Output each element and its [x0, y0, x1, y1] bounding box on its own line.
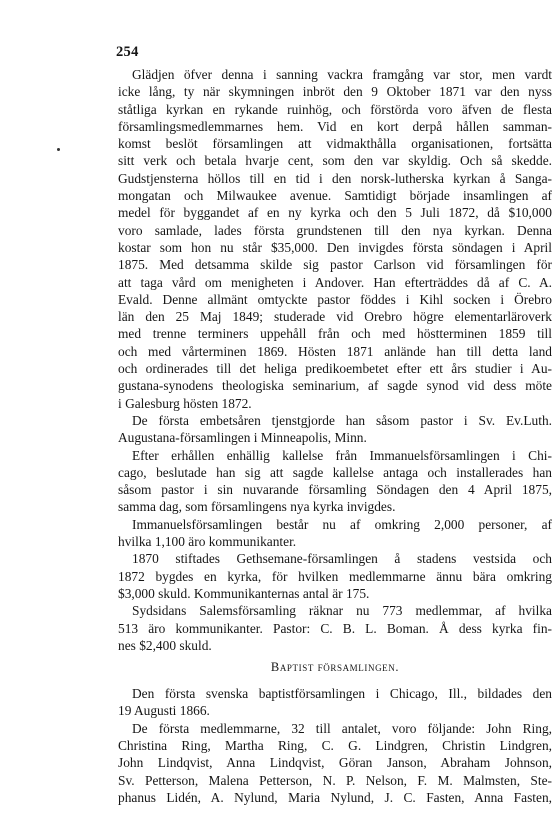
- text-part-two: [118, 685, 552, 806]
- text-part-one: [118, 66, 552, 654]
- text-line: 513 äro kommunikanter. Pastor: C. B. L. Boman. Å dess kyrka fin-: [118, 620, 552, 636]
- text-line: nes $2,400 skuld.: [118, 637, 212, 653]
- body-text: [118, 66, 552, 806]
- margin-mark: [57, 148, 60, 151]
- text-line: $3,000 skuld. Kommunikanternas antal är 175.: [118, 585, 370, 601]
- text-line: Immanuelsförsamlingen består nu af omkring 2,000 personer, af: [132, 516, 552, 532]
- page-number: 254: [116, 44, 139, 60]
- text-line: mongatan och Milwaukee avenue. Samtidigt började insamlingen af: [118, 188, 552, 204]
- text-line: komst beslöt församlingen att vidmakthålla organisationen, fortsätta: [118, 136, 552, 152]
- text-line: Efter erhållen enhällig kallelse från Immanuelsförsamlingen i Chi-: [132, 447, 552, 463]
- text-line: Sv. Petterson, Malena Petterson, N. P. Nelson, F. M. Malmsten, Ste-: [118, 772, 552, 788]
- text-line: församlingsmedlemmarnes hem. Vid en kort derpå hållen samman-: [118, 118, 552, 134]
- text-line: samma dag, som församlingens nya kyrka invigdes.: [118, 499, 396, 515]
- text-line: cago, beslutade han sig att sagde kallelse antaga och installerades han: [118, 464, 552, 480]
- text-line: 1870 stiftades Gethsemane-församlingen å stadens vestsida och: [132, 551, 552, 567]
- text-line: län den 25 Maj 1849; studerade vid Orebro högre elementarläroverk: [118, 309, 552, 325]
- text-line: 1872 bygdes en kyrka, för hvilken medlemmarne ännu bära omkring: [118, 568, 552, 584]
- text-line: Sydsidans Salemsförsamling räknar nu 773 medlemmar, af hvilka: [132, 603, 552, 619]
- text-line: De första medlemmarne, 32 till antalet, voro följande: John Ring,: [132, 720, 552, 736]
- heading-gap: [118, 677, 552, 685]
- section-heading: Baptist församlingen.: [270, 660, 400, 675]
- text-line: 1875. Med detsamma skilde sig pastor Carlson vid församlingen för: [118, 257, 552, 273]
- text-line: och ordinerades till det heliga predikoembetet efter ett års studier i Au-: [118, 361, 552, 377]
- text-line: Augustana-församlingen i Minneapolis, Minn.: [118, 430, 367, 446]
- text-line: Evald. Denne allmänt omtyckte pastor föddes i Kihl socken i Örebro: [118, 291, 552, 307]
- text-line: Gudstjensterna höllos till en tid i den norsk-lutherska kyrkan å Sanga-: [118, 170, 552, 186]
- text-line: 19 Augusti 1866.: [118, 703, 210, 719]
- text-line: Christina Ring, Martha Ring, C. G. Lindgren, Christin Lindgren,: [118, 737, 552, 753]
- text-line: De första embetsåren tjenstgjorde han såsom pastor i Sv. Ev.Luth.: [132, 412, 552, 428]
- text-line: att taga vård om menigheten i Andover. Han efterträddes då af C. A.: [118, 274, 552, 290]
- text-line: Glädjen öfver denna i sanning vackra framgång var stor, men vardt: [132, 67, 552, 82]
- text-line: John Lindqvist, Anna Lindqvist, Göran Janson, Abraham Johnson,: [118, 755, 552, 771]
- text-line: phanus Lidén, A. Nylund, Maria Nylund, J. C. Fasten, Anna Fasten,: [118, 789, 552, 805]
- text-line: med trenne terminers uppehåll från och med höstterminen 1859 till: [118, 326, 552, 342]
- text-line: sitt verk och betala hvarje cent, som den var skyldig. Och så skedde.: [118, 153, 552, 169]
- text-line: voro samlade, lades första grundstenen till den nya kyrkan. Denna: [118, 222, 552, 238]
- text-line: hvilka 1,100 äro kommunikanter.: [118, 534, 297, 550]
- text-line: såsom pastor i sin nuvarande församling Söndagen den 4 April 1875,: [118, 482, 552, 498]
- text-line: Den första svenska baptistförsamlingen i Chicago, Ill., bildades den: [132, 686, 552, 702]
- text-line: medel för byggandet af en ny kyrka och den 5 Juli 1872, då $10,000: [118, 205, 552, 221]
- text-line: kostar som hon nu står $35,000. Den invigdes första söndagen i April: [118, 239, 552, 255]
- text-line: i Galesburg hösten 1872.: [118, 395, 252, 411]
- text-line: och med vårterminen 1869. Hösten 1871 anlände han till detta land: [118, 343, 552, 359]
- text-line: gustana-synodens theologiska seminarium, af sagde synod vid dess möte: [118, 378, 552, 394]
- text-line: icke lång, ty när skymningen inbröt den 9 Oktober 1871 var den nyss: [118, 84, 552, 100]
- text-line: ståtliga kyrkan en rykande ruinhög, och förstörda voro äfven de flesta: [118, 101, 552, 117]
